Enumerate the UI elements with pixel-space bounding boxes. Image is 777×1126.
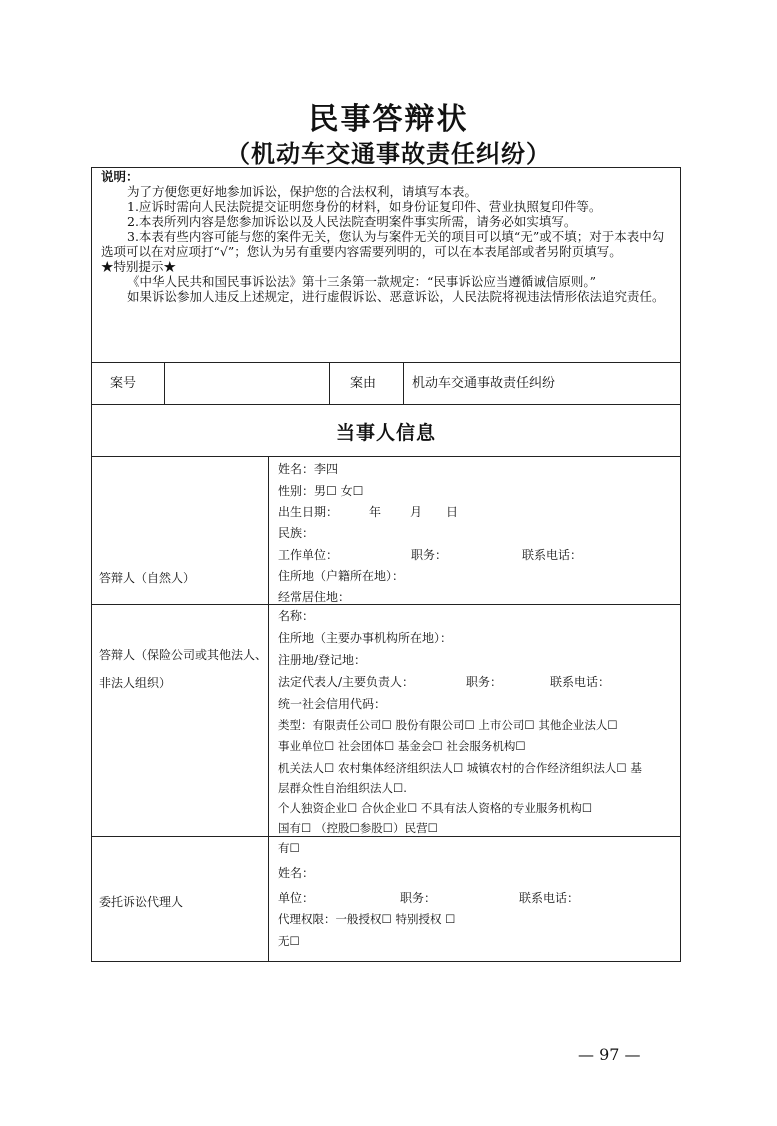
rule-natural-bottom	[91, 604, 681, 605]
lp-type-line-1: 类型：有限责任公司☐ 股份有限公司☐ 上市公司☐ 其他企业法人☐	[278, 718, 618, 732]
rule-party-v	[268, 456, 269, 962]
np-work-unit: 工作单位：	[278, 548, 339, 562]
special-notice-warning: 如果诉讼参加人违反上述规定，进行虚假诉讼、恶意诉讼，人民法院将视违法情形依法追究责任。	[127, 289, 665, 304]
lp-type-line-5: 个人独资企业☐ 合伙企业☐ 不具有法人资格的专业服务机构☐	[278, 801, 593, 815]
section-title: 当事人信息	[335, 422, 436, 444]
agent-none: 无☐	[278, 934, 300, 948]
document-subtitle: （机动车交通事故责任纠纷）	[226, 139, 551, 168]
lp-phone: 联系电话：	[550, 675, 611, 689]
np-gender: 性别：男☐ 女☐	[278, 484, 364, 498]
legal-person-label-line-2: 非法人组织）	[99, 676, 172, 690]
agent-phone: 联系电话：	[519, 891, 580, 905]
np-name: 姓名：李四	[278, 462, 339, 476]
np-position: 职务：	[411, 548, 448, 562]
np-birth-month: 月	[410, 505, 423, 519]
lp-type-line-2: 事业单位☐ 社会团体☐ 基金会☐ 社会服务机构☐	[278, 739, 526, 753]
lp-credit-code: 统一社会信用代码：	[278, 697, 387, 711]
lp-position: 职务：	[466, 675, 503, 689]
instructions-block	[101, 169, 673, 304]
lp-type-line-4: 层群众性自治组织法人☐.	[278, 781, 407, 795]
page-number: — 97 —	[578, 1045, 641, 1064]
natural-person-label: 答辩人（自然人）	[99, 571, 196, 585]
agent-name: 姓名：	[278, 866, 315, 880]
np-domicile: 住所地（户籍所在地）：	[278, 569, 405, 583]
case-cause-value: 机动车交通事故责任纠纷	[412, 376, 556, 391]
lp-name: 名称：	[278, 609, 315, 623]
lp-representative: 法定代表人/主要负责人：	[278, 675, 415, 689]
np-residence: 经常居住地：	[278, 590, 351, 604]
np-birth-year: 年	[369, 505, 382, 519]
agent-has: 有☐	[278, 841, 300, 855]
legal-person-label-line-1: 答辩人（保险公司或其他法人、	[99, 648, 268, 662]
instructions-intro: 为了方便您更好地参加诉讼，保护您的合法权利，请填写本表。	[127, 184, 478, 199]
np-phone: 联系电话：	[522, 548, 583, 562]
agent-label: 委托诉讼代理人	[99, 895, 184, 909]
instructions-item-2: 2.本表所列内容是您参加诉讼以及人民法院查明案件事实所需，请务必如实填写。	[127, 214, 577, 229]
agent-authority: 代理权限：一般授权☐ 特别授权 ☐	[278, 912, 456, 926]
instructions-item-1: 1.应诉时需向人民法院提交证明您身份的材料，如身份证复印件、营业执照复印件等。	[127, 199, 602, 214]
case-cause-label: 案由	[350, 376, 377, 391]
rule-case-v2	[329, 362, 330, 404]
lp-type-line-3: 机关法人☐ 农村集体经济组织法人☐ 城镇农村的合作经济组织法人☐ 基	[278, 761, 642, 775]
np-ethnicity: 民族：	[278, 526, 315, 540]
instructions-item-3: 3.本表有些内容可能与您的案件无关，您认为与案件无关的项目可以填“无”或不填；对于本表中勾选项可以在对应项打“√”；您认为另有重要内容需要列明的，可以在本表尾部或者另附页填写。	[101, 229, 665, 259]
rule-case-v1	[164, 362, 165, 404]
agent-position: 职务：	[400, 891, 437, 905]
rule-case-bottom	[91, 404, 681, 405]
lp-type-line-6: 国有☐ （控股☐参股☐）民营☐	[278, 821, 438, 835]
np-birth-label: 出生日期：	[278, 505, 339, 519]
document-title: 民事答辩状	[308, 102, 469, 137]
rule-legal-bottom	[91, 836, 681, 837]
np-birth-day: 日	[446, 505, 459, 519]
rule-case-v3	[403, 362, 404, 404]
special-notice-heading: ★特别提示★	[101, 259, 177, 274]
rule-notes-bottom	[91, 362, 681, 363]
agent-unit: 单位：	[278, 891, 315, 905]
case-number-label: 案号	[110, 376, 137, 391]
special-notice-law: 《中华人民共和国民事诉讼法》第十三条第一款规定：“民事诉讼应当遵循诚信原则。”	[127, 274, 597, 289]
lp-reg-place: 注册地/登记地：	[278, 653, 367, 667]
lp-domicile: 住所地（主要办事机构所在地）：	[278, 631, 453, 645]
instructions-heading: 说明：	[101, 169, 139, 184]
rule-section-bottom	[91, 456, 681, 457]
